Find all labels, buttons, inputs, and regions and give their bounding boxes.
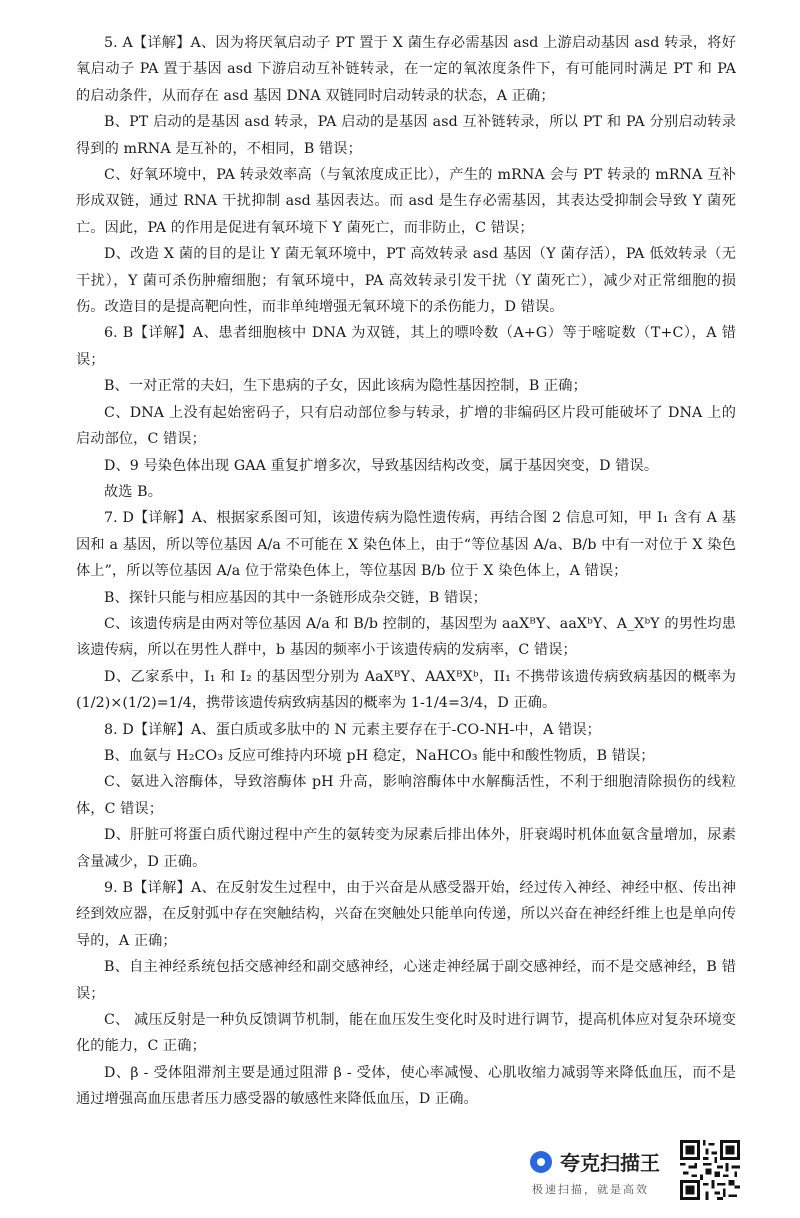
explanation-paragraph: 9. B【详解】A、在反射发生过程中，由于兴奋是从感受器开始，经过传入神经、神经中枢、传出神经到效应器，在反射弧中存在突触结构，兴奋在突触处只能单向传递，所以兴奋在神经纤维上也是单向传导的，A 正确； bbox=[76, 880, 736, 949]
explanation-paragraph: B、血氨与 H₂CO₃ 反应可维持内环境 pH 稳定，NaHCO₃ 能中和酸性物质，B 错误； bbox=[104, 747, 655, 764]
explanation-paragraph: C、好氧环境中，PA 转录效率高（与氧浓度成正比），产生的 mRNA 会与 PT 转录的 mRNA 互补形成双链，通过 RNA 干扰抑制 asd 基因表达。而 asd 是生存必需基因，其表达受抑制会导致 Y 菌死亡。因此，PA 的作用是促进有氧环境下 Y 菌死亡，而非防止，C 错误； bbox=[76, 167, 736, 236]
explanation-paragraph: C、DNA 上没有起始密码子，只有启动部位参与转录，扩增的非编码区片段可能破坏了 DNA 上的启动部位，C 错误； bbox=[76, 404, 736, 448]
answer-explanations bbox=[76, 30, 736, 1113]
explanation-paragraph: D、9 号染色体出现 GAA 重复扩增多次，导致基因结构改变，属于基因突变，D 错误。 bbox=[104, 457, 659, 474]
quark-logo-icon bbox=[530, 1151, 552, 1173]
qr-code-icon bbox=[680, 1139, 740, 1201]
explanation-paragraph: D、肝脏可将蛋白质代谢过程中产生的氨转变为尿素后排出体外，肝衰竭时机体血氨含量增加，尿素含量减少，D 正确。 bbox=[76, 827, 736, 870]
explanation-paragraph: 7. D【详解】A、根据家系图可知，该遗传病为隐性遗传病，再结合图 2 信息可知，甲 I₁ 含有 A 基因和 a 基因，所以等位基因 A/a 不可能在 X 染色体上，由于“等位基因 A/a、B/b 中有一对位于 X 染色体上”，所以等位基因 A/a 位于常染色体上，等位基因 B/b 位于 X 染色体上，A 错误； bbox=[76, 510, 736, 580]
explanation-paragraph: B、探针只能与相应基因的其中一条链形成杂交链，B 错误； bbox=[104, 589, 487, 606]
explanation-paragraph: 故选 B。 bbox=[104, 483, 162, 500]
scanner-watermark bbox=[520, 1135, 740, 1205]
explanation-paragraph: C、 减压反射是一种负反馈调节机制，能在血压发生变化时及时进行调节，提高机体应对复杂环境变化的能力，C 正确； bbox=[76, 1012, 736, 1055]
explanation-paragraph: C、氨进入溶酶体，导致溶酶体 pH 升高，影响溶酶体中水解酶活性，不利于细胞清除损伤的线粒体，C 错误； bbox=[76, 774, 736, 817]
explanation-paragraph: D、乙家系中，I₁ 和 I₂ 的基因型分别为 AaXᴮY、AAXᴮXᵇ，II₁ 不携带该遗传病致病基因的概率为 (1/2)×(1/2)=1/4，携带该遗传病致病基因的概率为 1-1/4=3/4，D 正确。 bbox=[76, 668, 736, 712]
explanation-paragraph: B、自主神经系统包括交感神经和副交感神经，心迷走神经属于副交感神经，而不是交感神经，B 错误； bbox=[76, 959, 736, 1002]
explanation-paragraph: B、一对正常的夫妇，生下患病的子女，因此该病为隐性基因控制，B 正确； bbox=[104, 378, 587, 395]
watermark-slogan: 极速扫描，就是高效 bbox=[532, 1183, 649, 1196]
explanation-paragraph: B、PT 启动的是基因 asd 转录，PA 启动的是基因 asd 互补链转录，所以 PT 和 PA 分别启动转录得到的 mRNA 是互补的，不相同，B 错误； bbox=[76, 114, 736, 157]
explanation-paragraph: 8. D【详解】A、蛋白质或多肽中的 N 元素主要存在于-CO-NH-中，A 错误； bbox=[104, 721, 601, 738]
watermark-brand: 夸克扫描王 bbox=[560, 1151, 660, 1175]
explanation-paragraph: C、该遗传病是由两对等位基因 A/a 和 B/b 控制的，基因型为 aaXᴮY、aaXᵇY、A_XᵇY 的男性均患该遗传病，所以在男性人群中，b 基因的频率小于该遗传病的发病率，C 错误； bbox=[76, 615, 736, 659]
explanation-paragraph: 6. B【详解】A、患者细胞核中 DNA 为双链，其上的嘌呤数（A+G）等于嘧啶数（T+C），A 错误； bbox=[76, 325, 736, 368]
explanation-paragraph: D、β - 受体阻滞剂主要是通过阻滞 β - 受体，使心率减慢、心肌收缩力减弱等来降低血压，而不是通过增强高血压患者压力感受器的敏感性来降低血压，D 正确。 bbox=[76, 1064, 736, 1108]
explanation-paragraph: 5. A【详解】A、因为将厌氧启动子 PT 置于 X 菌生存必需基因 asd 上游启动基因 asd 转录，将好氧启动子 PA 置于基因 asd 下游启动互补链转录，在一定的氧浓度条件下，有可能同时满足 PT 和 PA 的启动条件，从而存在 asd 基因 DNA 双链同时启动转录的状态，A 正确； bbox=[76, 35, 736, 104]
explanation-paragraph: D、改造 X 菌的目的是让 Y 菌无氧环境中，PT 高效转录 asd 基因（Y 菌存活），PA 低效转录（无干扰），Y 菌可杀伤肿瘤细胞；有氧环境中，PA 高效转录引发干扰（Y 菌死亡），减少对正常细胞的损伤。改造目的是提高靶向性，而非单纯增强无氧环境下的杀伤能力，D 错误。 bbox=[76, 246, 736, 316]
